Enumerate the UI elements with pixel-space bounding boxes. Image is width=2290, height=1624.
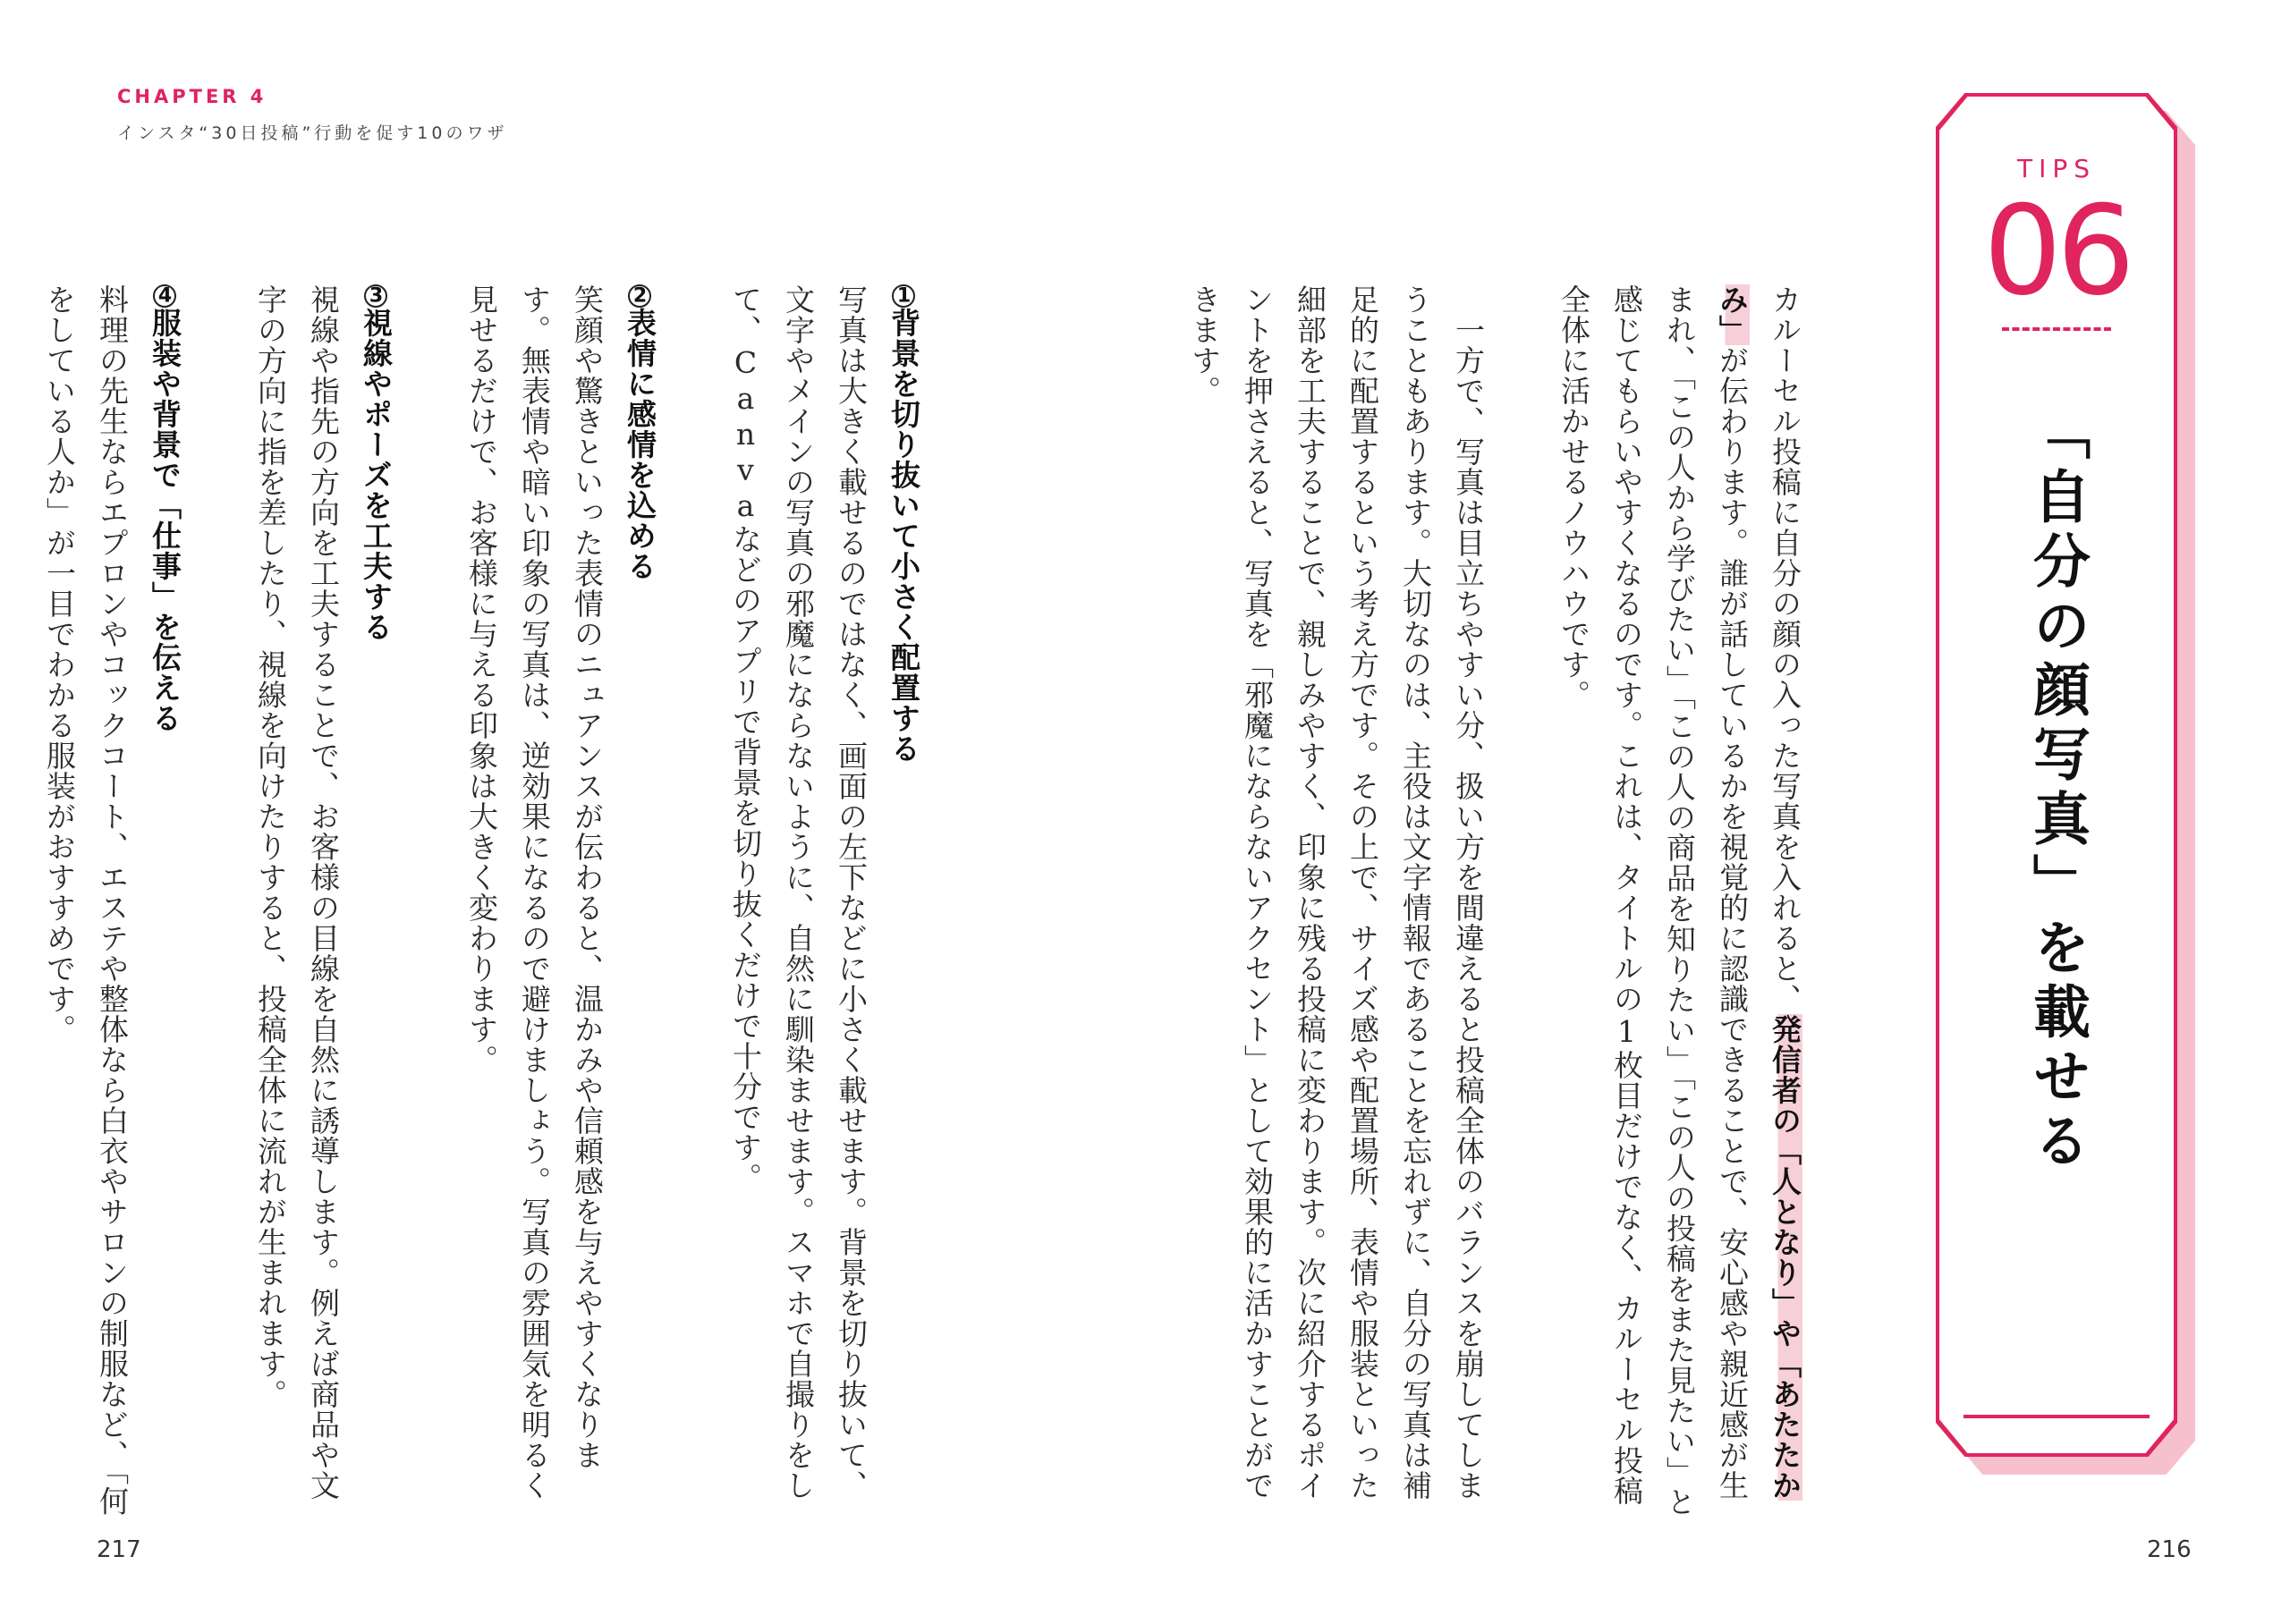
paragraph-1 <box>1548 284 1811 1518</box>
chapter-label: CHAPTER 4 <box>117 86 267 107</box>
point-4 <box>33 284 191 1518</box>
right-page-body <box>1187 284 1811 1518</box>
point-2-body: 笑顔や驚きといった表情のニュアンスが伝わると、温かみや信頼感を与えやすくなります。無表情や暗い印象の写真は、逆効果になるので避けましょう。写真の雰囲気を明るく見せるだけで、お客様に与える印象は大きく変わります。 <box>464 284 605 1501</box>
point-3-heading: 3視線やポーズを工夫する <box>359 286 394 642</box>
point-4-number: 4 <box>153 284 176 308</box>
point-3 <box>244 284 403 1518</box>
paragraph-1-start: カルーセル投稿に自分の顔の入った写真を入れると、 <box>1768 284 1802 1014</box>
tips-number: 06 <box>1983 179 2130 323</box>
point-3-number: 3 <box>364 284 387 308</box>
chapter-subtitle: インスタ“30日投稿”行動を促す10のワザ <box>117 123 508 143</box>
left-page-body <box>42 284 930 1518</box>
point-2-heading: 2表情に感情を込める <box>623 286 657 581</box>
point-1-number: 1 <box>892 284 915 308</box>
point-2 <box>455 284 666 1518</box>
tips-label: TIPS <box>2016 154 2097 183</box>
point-4-heading: 4服装や背景で「仕事」を伝える <box>148 286 182 733</box>
tips-title: 「自分の顔写真」を載せる <box>2023 402 2090 1175</box>
card-divider <box>2002 327 2111 331</box>
paragraph-2: 一方で、写真は目立ちやすい分、扱い方を間違えると投稿全体のバランスを崩してしまうこともあります。大切なのは、主役は文字情報であることを忘れずに、自分の写真は補足的に配置するという考え方です。その上で、サイズ感や配置場所、表情や服装といった細部を工夫することで、親しみやすく、印象に残る投稿に変わります。次に紹介するポイントを押さえると、写真を「邪魔にならないアクセント」として効果的に活かすことができます。 <box>1187 284 1486 1501</box>
point-2-number: 2 <box>628 284 651 308</box>
left-page-number: 217 <box>97 1536 141 1563</box>
highlighted-phrase: 発信者の「人となり」や「あたたかみ」 <box>1715 284 1802 1501</box>
point-4-body: 料理の先生ならエプロンやコックコート、エステや整体なら白衣やサロンの制服など、「何をしている人か」が一目でわかる服装がおすすめです。 <box>42 284 130 1517</box>
point-1 <box>719 284 930 1518</box>
paragraph-1-rest: が伝わります。誰が話しているかを視覚的に認識できることで、安心感や親近感が生まれ、「この人から学びたい」「この人の商品を知りたい」「この人の投稿をまた見たい」と感じてもらいやすくなるのです。これは、タイトルの1枚目だけでなく、カルーセル投稿全体に活かせるノウハウです。 <box>1556 284 1750 1518</box>
right-page-number: 216 <box>2147 1536 2192 1563</box>
point-3-body: 視線や指先の方向を工夫することで、お客様の目線を自然に誘導します。例えば商品や文字の方向に指を差したり、視線を向けたりすると、投稿全体に流れが生まれます。 <box>253 284 341 1501</box>
card-bottom-rule <box>1963 1415 2150 1418</box>
point-1-heading: 1背景を切り抜いて小さく配置する <box>886 286 921 764</box>
point-1-body: 写真は大きく載せるのではなく、画面の左下などに小さく載せます。背景を切り抜いて、文字やメインの写真の邪魔にならないように、自然に馴染ませます。スマホで自撮りをして、Canvaなどのアプリで背景を切り抜くだけで十分です。 <box>728 284 869 1501</box>
